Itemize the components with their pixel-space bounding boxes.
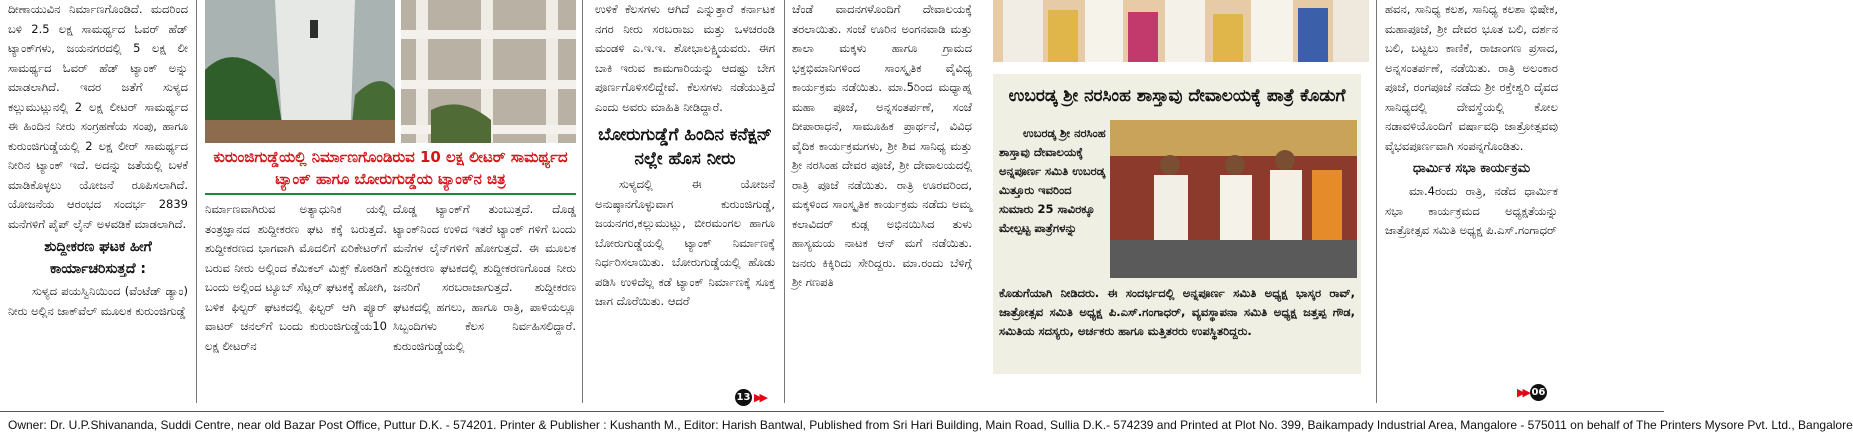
caption-rule: [205, 193, 576, 195]
body-paragraph: ಮಾ.4ರಂದು ರಾತ್ರಿ, ನಡೆದ ಧಾರ್ಮಿಕ ಸಭಾ ಕಾರ್ಯಕ್ರಮದ ಅಧ್ಯಕ್ಷತೆಯನ್ನು ಜಾತ್ರೋತ್ಸವ ಸಮಿತಿ ಅಧ್ಯಕ್ಷ ಪಿ.ಎಸ್.ಗಂಗಾಧರ್: [1385, 184, 1558, 237]
photo-caption: ಕುರುಂಜಿಗುಡ್ಡೆಯಲ್ಲಿ ನಿರ್ಮಾಣಗೊಂಡಿರುವ 10 ಲಕ್ಷ ಲೀಟರ್ ಸಾಮರ್ಥ್ಯದ ಟ್ಯಾಂಕ್ ಹಾಗೂ ಬೋರುಗುಡ್ಡೆಯ ಟ್ಯಾಂಕ್‌ನ ಚಿತ್ರ: [213, 148, 568, 188]
tank-frame-illustration: [401, 0, 576, 143]
column-1: [8, 0, 188, 405]
body-paragraph: ಉಳಿಕೆ ಕೆಲಸಗಳು ಆಗಿದೆ ಎನ್ನುತ್ತಾರೆ ಕರ್ನಾಟಕ ನಗರ ನೀರು ಸರಬರಾಜು ಮತ್ತು ಒಳಚರಂಡಿ ಮಂಡಳಿ ಎ.ಇ.ಇ. ಶೋಭಾಲಕ್ಷ್ಮಿಯವರು. ಈಗ ಬಾಕಿ ಇರುವ ಕಾಮಗಾರಿಯನ್ನು ಆದಷ್ಟು ಬೇಗ ಪೂರ್ಣಗೊಳಿಸಲಿದ್ದೇವೆ. ಕೆಲಸಗಳು ನಡೆಯುತ್ತಿದೆ ಎಂದು ಅವರು ಮಾಹಿತಿ ನೀಡಿದ್ದಾರೆ.: [595, 2, 775, 114]
page-number-badge: 06: [1530, 384, 1547, 401]
column-5: [1385, 0, 1558, 405]
arrow-icon: ▶▶: [754, 391, 765, 404]
donation-illustration: [1110, 120, 1357, 278]
column-rule: [1376, 0, 1377, 403]
event-photo-top: [993, 0, 1369, 62]
body-paragraph: ದೀಣಾಯುವಿನ ನಿರ್ಮಾಣಗೊಂಡಿದೆ. ಮದರಿಂದ ಬಳಿ 2.5 ಲಕ್ಷ ಸಾಮರ್ಥ್ಯದ ಓವರ್ ಹೆಡ್ ಟ್ಯಾಂಕ್‌ಗಳು, ಜಯನಗರದಲ್ಲಿ 5 ಲಕ್ಷ ಲೀ ಸಾಮರ್ಥ್ಯದ ಓವರ್ ಹೆಡ್ ಟ್ಯಾಂಕ್ ಅನ್ನು ಮಾಡಲಾಗಿದೆ. ಇದರ ಜತೆಗೆ ಸುಳ್ಯದ ಕಲ್ಲುಮುಟ್ಲುನಲ್ಲಿ 2 ಲಕ್ಷ ಲೀಟರ್ ಸಾಮರ್ಥ್ಯದ ಈ ಹಿಂದಿನ ನೀರು ಸಂಗ್ರಹಣೆಯ ಸಂಪು, ಹಾಗೂ ಕುರುಂಜಿಗುಡ್ಡೆಯಲ್ಲಿ 2 ಲಕ್ಷ ಲೀರ್ ಸಾಮರ್ಥ್ಯದ ನೀರಿನ ಟ್ಯಾಂಕ್ ಇದೆ. ಅದನ್ನು ಜತೆಯಲ್ಲಿ ಬಳಕೆ ಮಾಡಿಕೊಳ್ಳಲು ಯೋಜನೆ ರೂಪಿಸಲಾಗಿದೆ. ಯೋಜನೆಯ ಆರಂಭದ ಸಂದರ್ಭ 2839 ಮನೆಗಳಿಗೆ ಪೈಪ್ ಲೈನ್ ಅಳವಡಿಕೆ ಮಾಡಲಾಗಿದೆ.: [8, 2, 188, 231]
article-headline: ಬೋರುಗುಡ್ಡೆಗೆ ಹಿಂದಿನ ಕನೆಕ್ಷನ್ ನಲ್ಲೇ ಹೊಸ ನೀರು: [598, 125, 772, 169]
imprint-line: Owner: Dr. U.P.Shivananda, Suddi Centre, near old Bazar Post Office, Puttur D.K. - 574201. Printer & Publisher : Kushanth M., Editor: Harish Bantwal, Published from Sri Hari Building, Main Road, Sullia D.K.- 574239 and Printed at Plot No. 399, Baikampady Industrial Area, Mangalore - 575011 on behalf of The Printers Mysore Pvt. Ltd., Bangalore: [0, 411, 1664, 438]
continued-page-marker[interactable]: [735, 389, 765, 406]
story-bottom-text: ಕೊಡುಗೆಯಾಗಿ ನೀಡಿದರು. ಈ ಸಂದರ್ಭದಲ್ಲಿ ಅನ್ನಪೂರ್ಣ ಸಮಿತಿ ಅಧ್ಯಕ್ಷ ಭಾಸ್ಕರ ರಾವ್, ಜಾತ್ರೋತ್ಸವ ಸಮಿತಿ ಅಧ್ಯಕ್ಷ ಪಿ.ಎಸ್.ಗಂಗಾಧರ್, ವ್ಯವಸ್ಥಾಪನಾ ಸಮಿತಿ ಅಧ್ಯಕ್ಷ ಜತ್ತಪ್ಪ ಗೌಡ, ಸಮಿತಿಯ ಸದಸ್ಯರು, ಅರ್ಚಕರು ಹಾಗೂ ಮತ್ತಿತರರು ಉಪಸ್ಥಿತರಿದ್ದರು.: [999, 286, 1355, 338]
body-paragraph: ಹವನ, ಸಾನಿಧ್ಯ ಕಲಶ, ಸಾನಿಧ್ಯ ಕಲಶಾ ಭಿಷೇಕ, ಮಹಾಪೂಜೆ, ಶ್ರೀ ದೇವರ ಭೂತ ಬಲಿ, ದರ್ಶನ ಬಲಿ, ಬಟ್ಟಲು ಕಾಣಿಕೆ, ರಾಜಾಂಗಣ ಪ್ರಸಾದ, ಅನ್ನಸಂತರ್ಪಣೆ, ನಡೆಯಿತು. ರಾತ್ರಿ ಅಲಂಕಾರ ಪೂಜೆ, ರಂಗಪೂಜೆ ನಡೆದು ಶ್ರೀ ರಕ್ತೇಶ್ವರಿ ದೈವದ ಸಾನಿಧ್ಯದಲ್ಲಿ ದೇವಸ್ಥೆಯಲ್ಲಿ ಕೋಲ ನಡಾವಳಿಯೊಂದಿಗೆ ವರ್ಷಾವಧಿ ಜಾತ್ರೋತ್ಸವವು ವೈಭವಪೂರ್ಣವಾಗಿ ಸಂಪನ್ನಗೊಂಡಿತು.: [1385, 2, 1558, 153]
tank-photo-right: [401, 0, 576, 143]
body-paragraph: ಚೆಂಡೆ ವಾದನಗಳೊಂದಿಗೆ ದೇವಾಲಯಕ್ಕೆ ತರಲಾಯಿತು. ಸಂಜೆ ಊರಿನ ಅಂಗನವಾಡಿ ಮತ್ತು ಶಾಲಾ ಮಕ್ಕಳು ಹಾಗೂ ಗ್ರಾಮದ ಭಕ್ತಭಿಮಾನಿಗಳಿಂದ ಸಾಂಸ್ಕೃತಿಕ ವೈವಿಧ್ಯ ಕಾರ್ಯಕ್ರಮ ನಡೆಯಿತು. ಮಾ.5ರಿಂದ ಮಧ್ಯಾಹ್ನ ಮಹಾ ಪೂಜೆ, ಅನ್ನಸಂತರ್ಪಣೆ, ಸಂಜೆ ದೀಪಾರಾಧನೆ, ಸಾಮೂಹಿಕ ಪ್ರಾರ್ಥನೆ, ವಿವಿಧ ವೈದಿಕ ಕಾರ್ಯಕ್ರಮಗಳು, ಶ್ರೀ ಶಿವ ಸಾನಿಧ್ಯ ಮತ್ತು ಶ್ರೀ ನರಸಿಂಹ ದೇವರ ಪೂಜೆ, ಶ್ರೀ ದೇವಾಲಯದಲ್ಲಿ ರಾತ್ರಿ ಪೂಜೆ ನಡೆಯಿತು. ರಾತ್ರಿ ಊರವರಿಂದ, ಮಕ್ಕಳಿಂದ ಸಾಂಸ್ಕೃತಿಕ ಕಾರ್ಯಕ್ರಮ ನಡೆದು ಅಮ್ಮ ಕಲಾವಿದರ್ ಕುಡ್ಲ ಅಭಿನಯಿಸಿದ ತುಳು ಹಾಸ್ಯಮಯ ನಾಟಕ ಆನ್ ಮಗೆ ನಡೆಯಿತು. ಜನರು ಕಿಕ್ಕಿರಿದು ಸೇರಿದ್ದರು. ಮಾ.ರಂದು ಬೆಳಿಗ್ಗೆ ಶ್ರೀ ಗಣಪತಿ: [792, 2, 972, 289]
column-2a: [205, 200, 387, 405]
body-paragraph: ನಿರ್ಮಾಣವಾಗಿರುವ ಅತ್ಯಾಧುನಿಕ ಯಲ್ಲಿ ತಂತ್ರಜ್ಞಾನದ ಶುದ್ದೀಕರಣ ಘಟ ಕಕ್ಕೆ ಬರುತ್ತದೆ. ಶುದ್ದೀಕರಣದ ಭಾಗವಾಗಿ ಮೊದಲಿಗೆ ಏರಿಕೇಟರ್‌ಗೆ ಬರುವ ನೀರು ಅಲ್ಲಿಂದ ಕೆಮಿಕಲ್ ಮಿಕ್ಸ್ ಕೊಠಡಿಗೆ ಬಂದು ಅಲ್ಲಿಂದ ಟ್ಯೂಬ್ ಸೆಟ್ಲರ್ ಘಟಕಕ್ಕೆ ಹೋಗಿ, ಬಳಿಕ ಫಿಲ್ಟರ್ ಘಟಕದಲ್ಲಿ ಫಿಲ್ಟರ್ ಆಗಿ ಪ್ಯೂರ್ ವಾಟರ್ ಚನಲ್‌ಗೆ ಬಂದು ಕುರುಂಜಿಗುಡ್ಡೆಯ10 ಲಕ್ಷ ಲೀಟರ್‌ನ: [205, 202, 387, 353]
column-rule: [784, 0, 785, 403]
column-2b: [393, 200, 576, 405]
column-rule: [196, 0, 197, 403]
temple-donation-story: [993, 74, 1361, 374]
subheading: ಶುದ್ದೀಕರಣ ಘಟಕ ಹೀಗೆ ಕಾರ್ಯಾಚರಿಸುತ್ತದೆ :: [44, 239, 152, 277]
body-paragraph: ದೊಡ್ಡ ಟ್ಯಾಂಕ್‌ಗೆ ತುಂಬುತ್ತದೆ. ದೊಡ್ಡ ಟ್ಯಾಂಕ್‌ನಿಂದ ಉಳಿದ ಇತರೆ ಟ್ಯಾಂಕ್ ಗಳಿಗೆ ಬಂದು ಮನೆಗಳ ಲೈನ್‌ಗಳಿಗೆ ಹೋಗುತ್ತದೆ. ಈ ಮೂಲಕ ಶುದ್ದೀಕರಣ ಘಟಕದಲ್ಲಿ ಶುದ್ದೀಕರಣಗೊಂಡ ನೀರು ಜನರಿಗೆ ಸರಬರಾಜಾಗುತ್ತದೆ. ಶುದ್ದೀಕರಣ ಘಟಕದಲ್ಲಿ ಹಗಲು, ಹಾಗೂ ರಾತ್ರಿ, ಪಾಳಿಯಲ್ಲೂ ಸಿಬ್ಬಂದಿಗಳು ಕೆಲಸ ನಿರ್ವಹಿಸಲಿದ್ದಾರೆ. ಕುರುಂಜಿಗುಡ್ಡೆಯಲ್ಲಿ: [393, 202, 576, 353]
tank-photo-left: [205, 0, 395, 143]
subheading: ಧಾರ್ಮಿಕ ಸಭಾ ಕಾರ್ಯಕ್ರಮ: [1412, 161, 1531, 176]
column-4: [792, 0, 972, 405]
tower-illustration: [205, 0, 395, 143]
body-paragraph: ಸುಳ್ಯದಲ್ಲಿ ಈ ಯೋಜನೆ ಅನುಷ್ಠಾನಗೊಳ್ಳುವಾಗ ಕುರುಂಜಿಗುಡ್ಡೆ, ಜಯನಗರ,ಕಲ್ಲುಮುಟ್ಲು, ಬೀರಮಂಗಲ ಹಾಗೂ ಬೋರುಗುಡ್ಡೆಯಲ್ಲಿ ಟ್ಯಾಂಕ್ ನಿರ್ಮಾಣಕ್ಕೆ ನಿರ್ಧರಿಸಲಾಯಿತು. ಬೋರುಗುಡ್ಡೆಯಲ್ಲಿ ಹೊಡು ಪಡಿಸಿ ಉಳಿದೆಲ್ಲ ಕಡೆ ಟ್ಯಾಂಕ್ ನಿರ್ಮಾಣಕ್ಕೆ ಸೂಕ್ತ ಜಾಗ ದೊರೆಯಿತು. ಆದರೆ: [595, 177, 775, 308]
page-number-badge: 13: [735, 389, 752, 406]
continued-page-marker[interactable]: [1517, 384, 1547, 401]
donation-photo: [1110, 120, 1357, 278]
column-3: [595, 0, 775, 405]
story-side-text: ಉಬರಡ್ಕ ಶ್ರೀ ನರಸಿಂಹ ಶಾಸ್ತಾವು ದೇವಾಲಯಕ್ಕೆ ಅನ್ನಪೂರ್ಣ ಸಮಿತಿ ಉಬರಡ್ಕ ಮಿತ್ತೂರು ಇವರಿಂದ ಸುಮಾರು 25 ಸಾವಿರಕ್ಕೂ ಮೇಲ್ಪಟ್ಟ ಪಾತ್ರೆಗಳನ್ನು: [999, 126, 1106, 235]
story-headline: ಉಬರಡ್ಕ ಶ್ರೀ ನರಸಿಂಹ ಶಾಸ್ತಾವು ದೇವಾಲಯಕ್ಕೆ ಪಾತ್ರೆ ಕೊಡುಗೆ: [1008, 86, 1346, 106]
arrow-icon: ▶▶: [1517, 386, 1528, 399]
body-paragraph: ಸುಳ್ಯದ ಪಯಸ್ವಿನಿಯಿಂದ (ವೆಂಟೆಡ್ ಡ್ಯಾಂ) ನೀರು ಅಲ್ಲಿನ ಜಾಕ್‌ವೆಲ್ ಮೂಲಕ ಕುರುಂಜಿಗುಡ್ಡೆ: [8, 284, 188, 318]
crowd-illustration: [993, 0, 1369, 62]
column-rule: [582, 0, 583, 403]
